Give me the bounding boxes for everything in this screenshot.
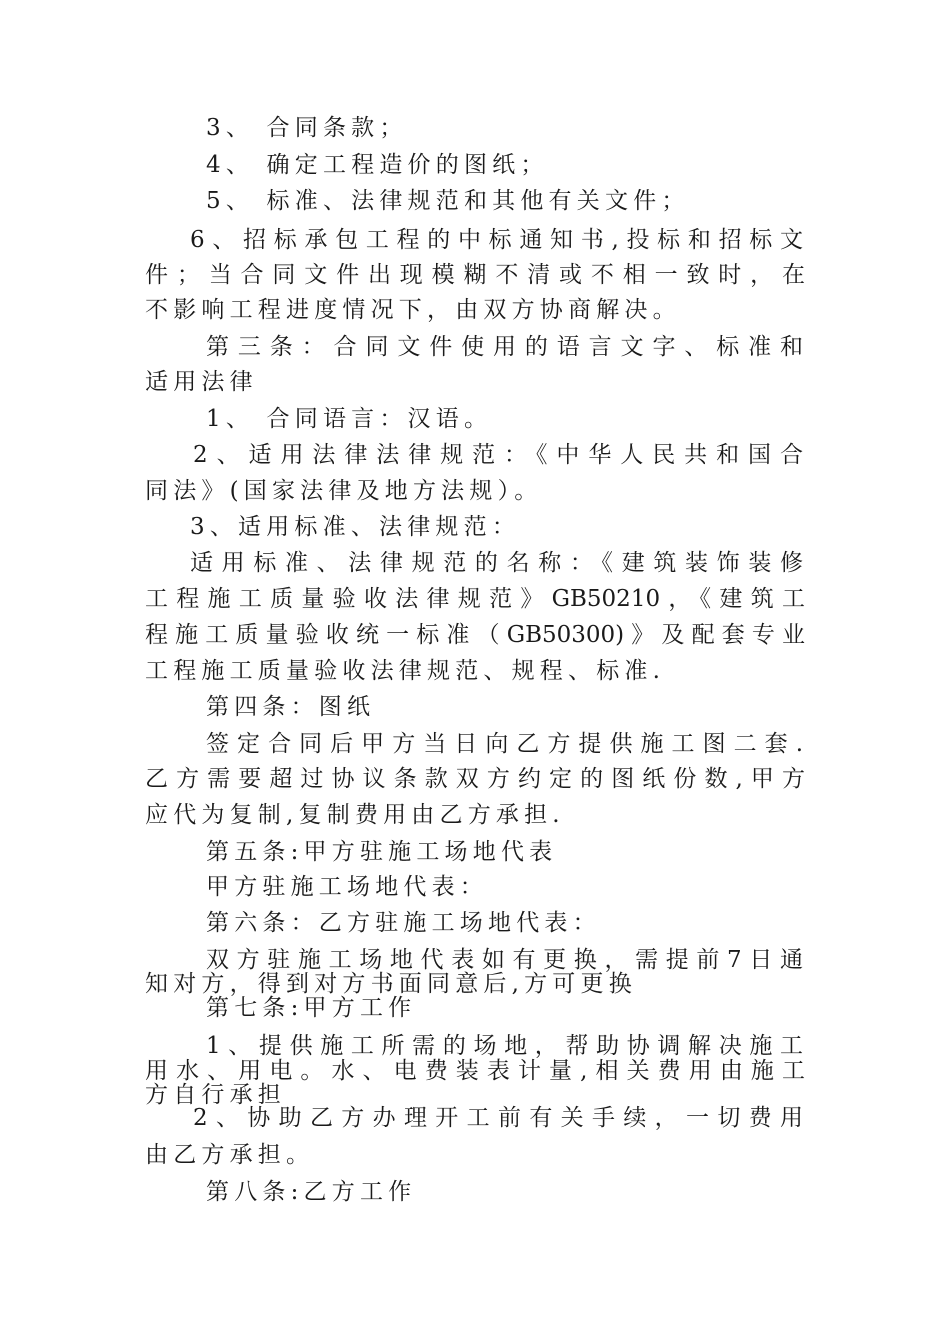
section-heading: 第六条：乙方驻施工场地代表： <box>206 910 601 936</box>
paragraph-line: 方自行承担 <box>145 1082 286 1108</box>
paragraph-line: 2、协助乙方办理开工前有关手续，一切费用 <box>193 1105 803 1131</box>
paragraph-line: 双方驻施工场地代表如有更换，需提前7日通 <box>206 947 803 973</box>
section-heading: 第三条：合同文件使用的语言文字、标准和 <box>206 334 803 360</box>
section-heading: 第八条:乙方工作 <box>206 1179 417 1205</box>
section-heading: 第五条:甲方驻施工场地代表 <box>206 839 558 865</box>
paragraph-line: 应代为复制,复制费用由乙方承担. <box>145 802 565 828</box>
paragraph-line: 工程施工质量验收法律规范》GB50210，《建筑工 <box>145 586 805 612</box>
list-item: 3、 合同条款； <box>206 115 408 141</box>
list-item: 4、 确定工程造价的图纸； <box>206 152 549 178</box>
list-item: 5、 标准、法律规范和其他有关文件； <box>206 188 690 214</box>
paragraph-line: 程施工质量验收统一标准（GB50300)》及配套专业 <box>145 622 805 648</box>
section-heading: 适用法律 <box>145 369 258 395</box>
list-item: 1、 合同语言：汉语。 <box>206 406 493 432</box>
paragraph-line: 用水、用电。水、电费装表计量,相关费用由施工 <box>145 1058 805 1084</box>
paragraph-line: 签定合同后甲方当日向乙方提供施工图二套. <box>206 731 803 757</box>
paragraph-line: 件；当合同文件出现模糊不清或不相一致时，在 <box>145 262 805 288</box>
section-heading: 第七条:甲方工作 <box>206 995 417 1021</box>
paragraph-line: 由乙方承担。 <box>145 1142 315 1168</box>
paragraph-line: 甲方驻施工场地代表： <box>206 874 488 900</box>
paragraph-line: 不影响工程进度情况下，由双方协商解决。 <box>145 297 681 323</box>
paragraph-line: 6、招标承包工程的中标通知书,投标和招标文 <box>190 227 803 253</box>
paragraph-line: 2、适用法律法律规范：《中华人民共和国合 <box>193 442 803 468</box>
paragraph-line: 工程施工质量验收法律规范、规程、标准. <box>145 658 666 684</box>
paragraph-line: 同法》(国家法律及地方法规）。 <box>145 478 543 504</box>
list-item: 3、适用标准、法律规范： <box>190 514 521 540</box>
paragraph-line: 乙方需要超过协议条款双方约定的图纸份数,甲方 <box>145 766 805 792</box>
section-heading: 第四条：图纸 <box>206 694 376 720</box>
paragraph-line: 知对方，得到对方书面同意后,方可更换 <box>145 971 637 997</box>
paragraph-line: 1、提供施工所需的场地，帮助协调解决施工 <box>206 1033 803 1059</box>
paragraph-line: 适用标准、法律规范的名称：《建筑装饰装修 <box>190 550 803 576</box>
